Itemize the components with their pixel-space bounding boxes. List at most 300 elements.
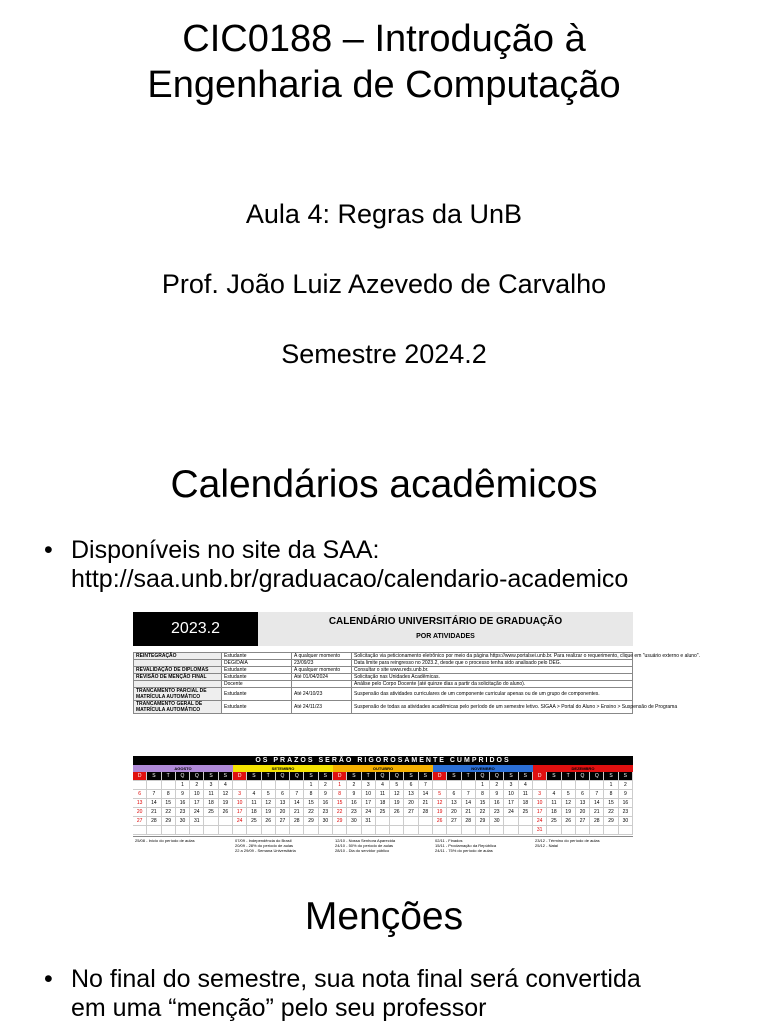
calendar-day: 21 — [147, 808, 161, 817]
calendar-subtitle: POR ATIVIDADES — [416, 633, 475, 640]
calendar-day — [347, 826, 361, 835]
activity-label: TRANCAMENTO PARCIAL DE MATRÍCULA AUTOMÁTICO — [134, 688, 222, 701]
calendar-day: 6 — [576, 790, 590, 799]
activity-who: Estudante — [222, 674, 292, 681]
calendar-day: 26 — [390, 808, 404, 817]
calendar-day: 5 — [433, 790, 447, 799]
calendar-day: 13 — [447, 799, 461, 808]
calendar-day: 9 — [347, 790, 361, 799]
month-header: AGOSTO — [133, 765, 233, 772]
calendar-day: 22 — [333, 808, 347, 817]
calendar-day: 1 — [333, 781, 347, 790]
calendar-day: 28 — [290, 817, 304, 826]
bullet-mencoes-line2: em uma “menção” pelo seu professor — [71, 994, 487, 1022]
calendar-day: 4 — [219, 781, 233, 790]
lesson-label: Aula 4: Regras da UnB — [245, 199, 523, 229]
weekday-letter: Q — [276, 772, 290, 781]
legend-entry: 25/08 - Início do período de aulas — [135, 838, 195, 843]
calendar-day: 7 — [419, 781, 433, 790]
calendar-day: 12 — [390, 790, 404, 799]
calendar-day — [562, 826, 576, 835]
calendar-day: 27 — [133, 817, 147, 826]
calendar-day — [133, 781, 147, 790]
calendar-day — [133, 826, 147, 835]
calendar-day: 30 — [490, 817, 504, 826]
activity-desc: Data limite para reingresso no 2023.2, desde que o processo tenha sido analisado pelo DEG. — [352, 660, 633, 667]
activity-when: Até 01/04/2024 — [292, 674, 352, 681]
calendar-day: 23 — [490, 808, 504, 817]
calendar-day — [276, 781, 290, 790]
weekday-letter: Q — [476, 772, 490, 781]
semester-label: Semestre 2024.2 — [281, 339, 487, 369]
calendar-day — [290, 826, 304, 835]
calendar-url-link[interactable]: http://saa.unb.br/graduacao/calendario-academico — [71, 565, 629, 593]
weekday-letter: S — [419, 772, 433, 781]
calendar-day: 14 — [419, 790, 433, 799]
calendar-day — [176, 826, 190, 835]
weekday-letter: S — [219, 772, 233, 781]
calendar-day: 7 — [290, 790, 304, 799]
activity-row — [134, 667, 633, 674]
weekday-letter: S — [247, 772, 261, 781]
bullet-mencoes — [44, 965, 756, 1023]
calendar-day: 30 — [176, 817, 190, 826]
calendar-day: 8 — [304, 790, 318, 799]
weekday-letter: D — [233, 772, 247, 781]
calendar-day: 12 — [219, 790, 233, 799]
calendar-day — [419, 817, 433, 826]
calendar-day: 2 — [190, 781, 204, 790]
calendar-day — [262, 826, 276, 835]
calendar-day — [404, 817, 418, 826]
weekday-letter: Q — [190, 772, 204, 781]
weekday-letter: T — [262, 772, 276, 781]
calendar-day: 20 — [133, 808, 147, 817]
calendar-day — [562, 781, 576, 790]
calendar-title: CALENDÁRIO UNIVERSITÁRIO DE GRADUAÇÃO — [328, 616, 563, 627]
calendar-day: 30 — [347, 817, 361, 826]
activity-when: A qualquer momento — [292, 667, 352, 674]
calendar-day: 23 — [347, 808, 361, 817]
calendar-day: 10 — [233, 799, 247, 808]
calendar-day: 6 — [276, 790, 290, 799]
calendar-day: 2 — [619, 781, 633, 790]
calendar-day: 21 — [590, 808, 604, 817]
weekday-letter: T — [362, 772, 376, 781]
calendar-day — [190, 826, 204, 835]
calendar-day: 8 — [604, 790, 618, 799]
calendar-day: 19 — [219, 799, 233, 808]
calendar-day — [604, 826, 618, 835]
calendar-day: 28 — [419, 808, 433, 817]
calendar-day: 28 — [590, 817, 604, 826]
calendar-day: 25 — [519, 808, 533, 817]
activity-who: Estudante — [222, 667, 292, 674]
calendar-day: 14 — [290, 799, 304, 808]
activity-desc: Suspensão das atividades curriculares de um componente curricular apenas ou de um grupo de componentes. — [352, 688, 633, 701]
activity-desc: Solicitação nas Unidades Acadêmicas. — [352, 674, 633, 681]
weekday-letter: S — [319, 772, 333, 781]
calendar-day: 17 — [362, 799, 376, 808]
calendar-day: 1 — [476, 781, 490, 790]
calendar-day: 7 — [462, 790, 476, 799]
calendar-day — [162, 781, 176, 790]
calendar-day: 16 — [619, 799, 633, 808]
calendar-day: 2 — [319, 781, 333, 790]
calendar-day: 9 — [619, 790, 633, 799]
calendar-day: 26 — [219, 808, 233, 817]
calendar-day: 25 — [247, 817, 261, 826]
calendar-day — [433, 781, 447, 790]
section-heading-mencoes: Menções — [304, 895, 464, 938]
weekday-letter: S — [304, 772, 318, 781]
bullet-dot: • — [44, 965, 53, 993]
calendar-day: 25 — [547, 817, 561, 826]
calendar-day — [433, 826, 447, 835]
calendar-day: 18 — [376, 799, 390, 808]
course-title-line2: Engenharia de Computação — [147, 64, 621, 106]
calendar-day: 17 — [533, 808, 547, 817]
calendar-day: 6 — [404, 781, 418, 790]
calendar-day-grid — [133, 772, 633, 835]
calendar-day: 12 — [262, 799, 276, 808]
calendar-day: 17 — [233, 808, 247, 817]
calendar-day: 28 — [147, 817, 161, 826]
calendar-day — [204, 817, 218, 826]
calendar-day: 17 — [504, 799, 518, 808]
calendar-day: 9 — [319, 790, 333, 799]
calendar-semester: 2023.2 — [133, 612, 258, 646]
calendar-day — [590, 826, 604, 835]
calendar-activities-table — [133, 652, 700, 714]
activity-desc: Análise pelo Corpo Docente (até quinze dias a partir da solicitação do aluno). — [352, 681, 633, 688]
activity-who: Estudante — [222, 653, 292, 660]
calendar-day: 8 — [476, 790, 490, 799]
calendar-day — [447, 826, 461, 835]
activity-row — [134, 660, 633, 667]
bullet-calendars-text: Disponíveis no site da SAA: — [71, 536, 380, 564]
calendar-day: 18 — [247, 808, 261, 817]
calendar-day — [490, 826, 504, 835]
calendar-day — [333, 826, 347, 835]
activity-when: A qualquer momento — [292, 653, 352, 660]
calendar-day: 12 — [562, 799, 576, 808]
weekday-letter: Q — [590, 772, 604, 781]
calendar-day: 20 — [404, 799, 418, 808]
calendar-day: 28 — [462, 817, 476, 826]
calendar-day: 8 — [333, 790, 347, 799]
legend-entry: 23/12 - Término do período de aulas 25/12 - Natal — [535, 838, 600, 848]
calendar-day: 21 — [290, 808, 304, 817]
calendar-day — [390, 826, 404, 835]
activity-desc: Consultar o site www.reds.unb.br. — [352, 667, 633, 674]
weekday-letter: S — [619, 772, 633, 781]
weekday-letter: T — [562, 772, 576, 781]
calendar-day: 21 — [462, 808, 476, 817]
calendar-day: 14 — [590, 799, 604, 808]
calendar-day: 14 — [462, 799, 476, 808]
calendar-day: 18 — [547, 808, 561, 817]
calendar-day: 5 — [562, 790, 576, 799]
calendar-day: 16 — [347, 799, 361, 808]
calendar-day — [162, 826, 176, 835]
weekday-letter: T — [462, 772, 476, 781]
calendar-day: 10 — [533, 799, 547, 808]
calendar-day — [619, 826, 633, 835]
calendar-day: 27 — [447, 817, 461, 826]
activity-who: Docente — [222, 681, 292, 688]
weekday-letter: Q — [176, 772, 190, 781]
calendar-day — [404, 826, 418, 835]
course-title — [0, 16, 768, 108]
calendar-day — [147, 826, 161, 835]
month-header: OUTUBRO — [333, 765, 433, 772]
calendar-day: 23 — [319, 808, 333, 817]
calendar-day: 13 — [276, 799, 290, 808]
activity-row — [134, 674, 633, 681]
activity-when: Até 24/10/23 — [292, 688, 352, 701]
calendar-day: 25 — [204, 808, 218, 817]
calendar-day — [362, 826, 376, 835]
activity-row — [134, 681, 633, 688]
calendar-day — [476, 826, 490, 835]
activity-label — [134, 681, 222, 688]
calendar-legend — [133, 836, 633, 857]
calendar-day: 16 — [319, 799, 333, 808]
calendar-day: 15 — [604, 799, 618, 808]
calendar-day: 20 — [447, 808, 461, 817]
calendar-day: 20 — [276, 808, 290, 817]
calendar-day: 11 — [247, 799, 261, 808]
calendar-day — [233, 781, 247, 790]
activity-who: Estudante — [222, 701, 292, 714]
calendar-day: 10 — [504, 790, 518, 799]
activity-who: DEG/DAIA — [222, 660, 292, 667]
weekday-letter: S — [147, 772, 161, 781]
calendar-day: 23 — [176, 808, 190, 817]
activity-label: REVISÃO DE MENÇÃO FINAL — [134, 674, 222, 681]
calendar-day: 15 — [333, 799, 347, 808]
weekday-letter: D — [433, 772, 447, 781]
calendar-day: 1 — [304, 781, 318, 790]
calendar-day: 24 — [504, 808, 518, 817]
activity-when: 23/09/23 — [292, 660, 352, 667]
calendar-day — [304, 826, 318, 835]
calendar-day: 11 — [519, 790, 533, 799]
weekday-letter: S — [504, 772, 518, 781]
calendar-day: 31 — [362, 817, 376, 826]
activity-label: TRANCAMENTO GERAL DE MATRÍCULA AUTOMÁTICO — [134, 701, 222, 714]
legend-entry: 12/10 - Nossa Senhora Aparecida 24/10 - 50% do período de aulas 28/10 - Dia do servidor público — [335, 838, 396, 853]
calendar-day: 20 — [576, 808, 590, 817]
calendar-day: 30 — [319, 817, 333, 826]
calendar-day: 19 — [562, 808, 576, 817]
calendar-day — [219, 826, 233, 835]
calendar-day: 2 — [490, 781, 504, 790]
calendar-day — [276, 826, 290, 835]
calendar-day — [462, 826, 476, 835]
calendar-day: 22 — [604, 808, 618, 817]
calendar-day: 24 — [533, 817, 547, 826]
calendar-day: 5 — [262, 790, 276, 799]
calendar-day: 31 — [190, 817, 204, 826]
activity-label: REVALIDAÇÃO DE DIPLOMAS — [134, 667, 222, 674]
calendar-month-headers — [133, 765, 633, 772]
calendar-day: 24 — [362, 808, 376, 817]
calendar-day — [319, 826, 333, 835]
calendar-day — [376, 826, 390, 835]
calendar-day: 15 — [162, 799, 176, 808]
calendar-day: 23 — [619, 808, 633, 817]
calendar-day: 3 — [504, 781, 518, 790]
weekday-letter: D — [133, 772, 147, 781]
calendar-day — [504, 817, 518, 826]
weekday-letter: Q — [390, 772, 404, 781]
calendar-day — [447, 781, 461, 790]
calendar-day: 11 — [376, 790, 390, 799]
calendar-day — [462, 781, 476, 790]
calendar-day: 27 — [404, 808, 418, 817]
calendar-day — [419, 826, 433, 835]
weekday-letter: S — [547, 772, 561, 781]
activity-row — [134, 688, 633, 701]
weekday-letter: S — [404, 772, 418, 781]
calendar-day — [547, 826, 561, 835]
bullet-dot: • — [44, 536, 53, 564]
calendar-day: 9 — [490, 790, 504, 799]
calendar-day: 4 — [547, 790, 561, 799]
calendar-day: 1 — [604, 781, 618, 790]
calendar-day: 16 — [490, 799, 504, 808]
bullet-mencoes-line1: No final do semestre, sua nota final será convertida — [71, 965, 641, 993]
activity-when: Até 24/11/23 — [292, 701, 352, 714]
activity-row — [134, 701, 633, 714]
calendar-day: 24 — [190, 808, 204, 817]
weekday-letter: Q — [290, 772, 304, 781]
calendar-day: 11 — [204, 790, 218, 799]
calendar-day: 1 — [176, 781, 190, 790]
legend-entry: 07/09 - Independência do Brasil 20/09 - 28% do período de aulas 22 a 29/09 - Semana Universitária — [235, 838, 296, 853]
calendar-day: 17 — [190, 799, 204, 808]
calendar-day — [576, 826, 590, 835]
calendar-day: 19 — [262, 808, 276, 817]
weekday-letter: Q — [376, 772, 390, 781]
calendar-day: 10 — [190, 790, 204, 799]
calendar-day: 18 — [204, 799, 218, 808]
calendar-day — [519, 826, 533, 835]
calendar-day — [533, 781, 547, 790]
calendar-day: 26 — [262, 817, 276, 826]
calendar-day: 13 — [404, 790, 418, 799]
weekday-letter: S — [519, 772, 533, 781]
calendar-day: 7 — [590, 790, 604, 799]
deadline-warning-strip: OS PRAZOS SERÃO RIGOROSAMENTE CUMPRIDOS — [133, 756, 633, 765]
activity-label — [134, 660, 222, 667]
calendar-day: 22 — [162, 808, 176, 817]
bullet-calendars — [44, 536, 756, 594]
calendar-day: 8 — [162, 790, 176, 799]
calendar-day: 19 — [433, 808, 447, 817]
calendar-day: 16 — [176, 799, 190, 808]
section-heading-calendars: Calendários acadêmicos — [170, 463, 598, 506]
calendar-day: 9 — [176, 790, 190, 799]
calendar-day: 11 — [547, 799, 561, 808]
weekday-letter: S — [347, 772, 361, 781]
activity-desc: Suspensão de todas as atividades acadêmicas pelo período de um semestre letivo. SIGAA > Portal do Aluno > Ensino > Suspensão de Programa — [352, 701, 633, 714]
calendar-day — [147, 781, 161, 790]
calendar-day — [262, 781, 276, 790]
calendar-day: 3 — [233, 790, 247, 799]
calendar-day: 22 — [304, 808, 318, 817]
calendar-day: 12 — [433, 799, 447, 808]
academic-calendar-image — [133, 612, 700, 857]
activity-who: Estudante — [222, 688, 292, 701]
course-title-line1: CIC0188 – Introdução à — [182, 18, 586, 60]
calendar-day: 21 — [419, 799, 433, 808]
legend-entry: 02/11 - Finados 15/11 - Proclamação da República 24/11 - 75% do período de aulas — [435, 838, 497, 853]
calendar-day — [290, 781, 304, 790]
calendar-day — [219, 817, 233, 826]
calendar-day: 4 — [519, 781, 533, 790]
calendar-day: 13 — [576, 799, 590, 808]
calendar-day: 24 — [233, 817, 247, 826]
calendar-day — [204, 826, 218, 835]
weekday-letter: D — [533, 772, 547, 781]
calendar-day — [504, 826, 518, 835]
calendar-day — [247, 826, 261, 835]
calendar-day: 5 — [390, 781, 404, 790]
calendar-day — [233, 826, 247, 835]
calendar-day: 30 — [619, 817, 633, 826]
professor-name: Prof. João Luiz Azevedo de Carvalho — [161, 269, 607, 299]
calendar-day: 26 — [433, 817, 447, 826]
calendar-day: 29 — [162, 817, 176, 826]
calendar-day — [519, 817, 533, 826]
calendar-day: 7 — [147, 790, 161, 799]
calendar-day: 3 — [362, 781, 376, 790]
activity-desc: Solicitação via peticionamento eletrônico por meio da página https://www.portalsei.unb.br. Para realizar o requerimento, clique em "usuário externo e aluno". — [352, 653, 633, 660]
calendar-day — [576, 781, 590, 790]
calendar-day: 18 — [519, 799, 533, 808]
weekday-letter: T — [162, 772, 176, 781]
calendar-day: 4 — [376, 781, 390, 790]
calendar-day: 14 — [147, 799, 161, 808]
activity-label: REINTEGRAÇÃO — [134, 653, 222, 660]
calendar-day: 27 — [276, 817, 290, 826]
calendar-day — [247, 781, 261, 790]
activity-row — [134, 653, 633, 660]
calendar-header — [133, 612, 633, 646]
calendar-day: 29 — [304, 817, 318, 826]
calendar-day: 10 — [362, 790, 376, 799]
calendar-day: 6 — [447, 790, 461, 799]
calendar-day: 15 — [476, 799, 490, 808]
weekday-letter: S — [604, 772, 618, 781]
calendar-day — [376, 817, 390, 826]
calendar-day: 29 — [604, 817, 618, 826]
weekday-letter: S — [447, 772, 461, 781]
calendar-day: 31 — [533, 826, 547, 835]
calendar-day: 22 — [476, 808, 490, 817]
calendar-day: 26 — [562, 817, 576, 826]
month-header: DEZEMBRO — [533, 765, 633, 772]
weekday-letter: Q — [490, 772, 504, 781]
calendar-day: 29 — [333, 817, 347, 826]
calendar-day: 15 — [304, 799, 318, 808]
calendar-day: 4 — [247, 790, 261, 799]
weekday-letter: D — [333, 772, 347, 781]
calendar-day: 19 — [390, 799, 404, 808]
